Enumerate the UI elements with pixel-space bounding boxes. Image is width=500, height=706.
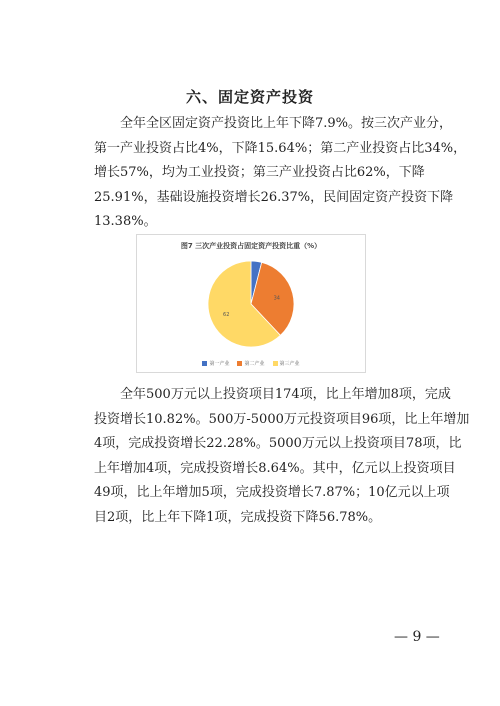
- pie-chart: [136, 234, 366, 373]
- legend-label: 第二产业: [244, 361, 265, 367]
- paragraph-line: 上年增加4项，完成投资增长8.64%。其中，亿元以上投资项目: [94, 460, 456, 476]
- paragraph-1: [94, 112, 467, 235]
- legend-label: 第一产业: [209, 361, 230, 367]
- legend-item: [202, 360, 229, 367]
- paragraph-line: 全年全区固定资产投资比上年下降7.9%。按三次产业分，: [120, 116, 453, 131]
- paragraph-line: 49项，比上年增加5项，完成投资增长7.87%；10亿元以上项: [94, 485, 450, 500]
- chart-title: 图7 三次产业投资占固定资产投资比重（%）: [180, 242, 322, 250]
- chart-legend: [137, 360, 365, 367]
- paragraph-line: 25.91%，基础设施投资增长26.37%，民间固定资产投资下降: [94, 189, 454, 205]
- page-number: — 9 —: [394, 629, 440, 645]
- paragraph-line: 投资增长10.82%。500万-5000万元投资项目96项，比上年增加: [94, 411, 470, 427]
- section-title: 六、固定资产投资: [185, 88, 314, 106]
- pie-data-label: 62: [223, 311, 230, 318]
- paragraph-line: 增长57%，均为工业投资；第三产业投资占比62%，下降: [94, 165, 425, 180]
- paragraph-line: 全年500万元以上投资项目174项，比上年增加8项，完成: [120, 387, 451, 402]
- legend-swatch: [273, 361, 278, 366]
- pie-chart-svg: [137, 235, 365, 372]
- legend-item: [237, 360, 264, 367]
- pie-data-label: 34: [273, 295, 281, 302]
- paragraph-2: [94, 383, 470, 530]
- legend-label: 第三产业: [279, 361, 300, 367]
- paragraph-line: 目2项，比上年下降1项，完成投资下降56.78%。: [94, 509, 382, 525]
- paragraph-line: 第一产业投资占比4%，下降15.64%；第二产业投资占比34%，: [94, 140, 467, 156]
- legend-item: [273, 360, 300, 367]
- legend-swatch: [237, 361, 242, 366]
- paragraph-line: 13.38%。: [94, 214, 157, 229]
- paragraph-line: 4项，完成投资增长22.28%。5000万元以上投资项目78项，比: [94, 436, 462, 451]
- legend-swatch: [202, 361, 207, 366]
